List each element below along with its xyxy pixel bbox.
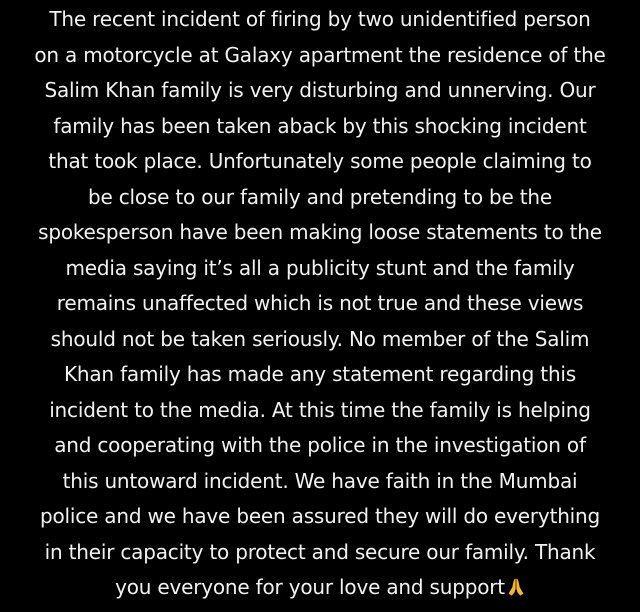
statement-line: remains unaffected which is not true and these views [56, 291, 584, 315]
statement-line: you everyone for your love and support [115, 575, 505, 599]
statement-line: family has been taken aback by this shocking incident [53, 113, 587, 138]
statement-line: be close to our family and pretending to be the [87, 184, 553, 209]
statement-line: The recent incident of firing by two unidentified person [49, 7, 591, 31]
statement-line: Salim Khan family is very disturbing and unnerving. Our [44, 78, 596, 102]
statement-line: should not be taken seriously. No member of the Salim [50, 326, 590, 351]
statement-line: in their capacity to protect and secure our family. Thank [44, 539, 596, 564]
statement-closing-line [0, 570, 640, 606]
statement-line: media saying it’s all a publicity stunt and the family [65, 255, 575, 280]
statement-line: incident to the media. At this time the family is helping [49, 397, 591, 422]
statement-line: Khan family has made any statement regarding this [63, 362, 576, 386]
folded-hands-glyph [507, 577, 525, 597]
statement-line: spokesperson have been making loose statements to the [38, 220, 602, 244]
statement-line: and cooperating with the police in the investigation of [54, 433, 586, 457]
statement-line: police and we have been assured they will do everything [39, 504, 601, 528]
statement-line: on a motorcycle at Galaxy apartment the residence of the [34, 42, 606, 67]
statement-text [0, 2, 640, 606]
statement-line: that took place. Unfortunately some people claiming to [48, 149, 592, 173]
folded-hands-icon [507, 573, 525, 593]
statement-line: this untoward incident. We have faith in the Mumbai [62, 468, 578, 493]
